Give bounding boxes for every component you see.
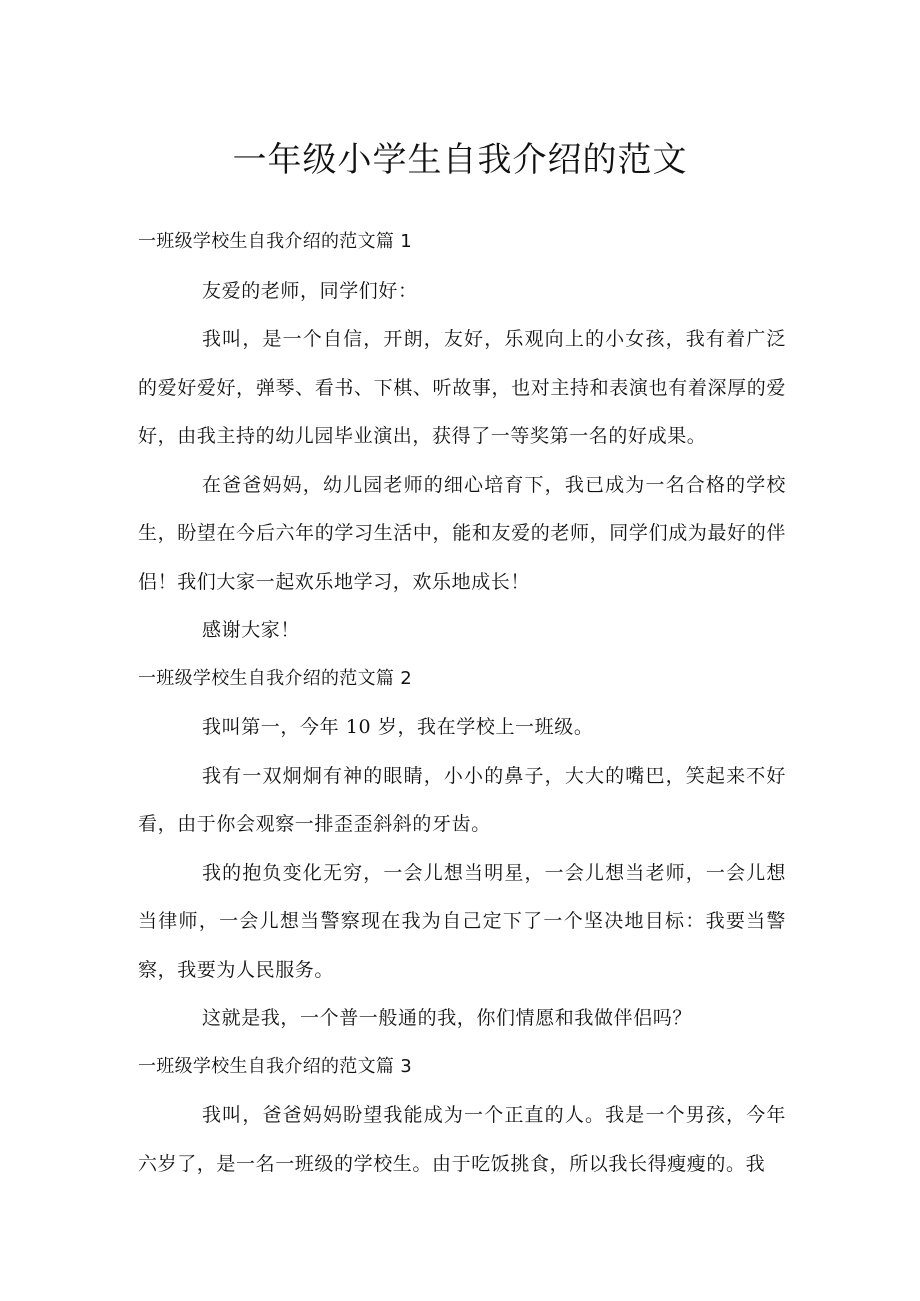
section-heading-1: 一班级学校生自我介绍的范文篇 1 [138,231,412,252]
paragraph: 我有一双炯炯有神的眼睛，小小的鼻子，大大的嘴巴，笑起来不好看，由于你会观察一排歪歪斜斜的牙齿。 [138,764,786,835]
paragraph: 我的抱负变化无穷，一会儿想当明星，一会儿想当老师，一会儿想当律师，一会儿想当警察现在我为自己定下了一个坚决地目标：我要当警察，我要为人民服务。 [138,861,786,981]
document-title: 一年级小学生自我介绍的范文 [232,140,688,180]
paragraph: 我叫，是一个自信，开朗，友好，乐观向上的小女孩，我有着广泛的爱好爱好，弹琴、看书、下棋、听故事，也对主持和表演也有着深厚的爱好，由我主持的幼儿园毕业演出，获得了一等奖第一名的好成果。 [138,328,786,447]
section-heading-3: 一班级学校生自我介绍的范文篇 3 [138,1055,412,1077]
document-body [138,218,786,1188]
paragraph: 我叫，爸爸妈妈盼望我能成为一个正直的人。我是一个男孩，今年六岁了，是一名一班级的学校生。由于吃饭挑食，所以我长得瘦瘦的。我 [138,1104,786,1175]
paragraph: 友爱的老师，同学们好： [202,279,418,302]
paragraph: 我叫第一，今年 10 岁，我在学校上一班级。 [202,716,594,738]
paragraph: 这就是我，一个普一般通的我，你们情愿和我做伴侣吗？ [202,1007,693,1029]
paragraph: 在爸爸妈妈，幼儿园老师的细心培育下，我已成为一名合格的学校生，盼望在今后六年的学习生活中，能和友爱的老师，同学们成为最好的伴侣！我们大家一起欢乐地学习，欢乐地成长！ [138,473,786,593]
section-heading-2: 一班级学校生自我介绍的范文篇 2 [138,667,412,689]
paragraph: 感谢大家！ [202,619,301,641]
